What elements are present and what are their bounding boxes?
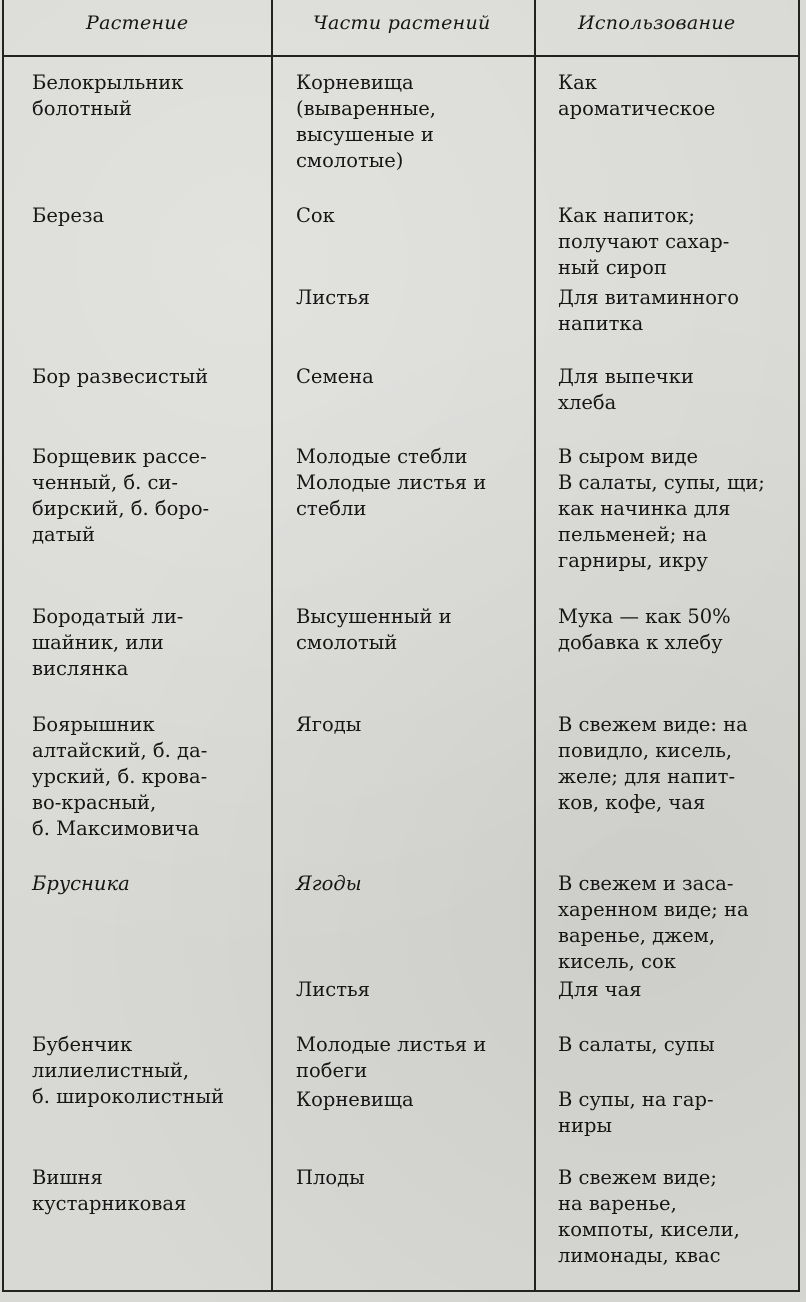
part-cell: Ягоды — [296, 872, 362, 895]
use-cell: В свежем и заса- харенном виде; на варенье, джем, кисель, сок — [558, 872, 749, 973]
use-cell: В супы, на гар- ниры — [558, 1088, 714, 1137]
part-cell: Плоды — [296, 1166, 365, 1189]
header-parts: Части растений — [313, 12, 491, 34]
use-cell: В сыром виде В салаты, супы, щи; как начинка для пельменей; на гарниры, икру — [558, 445, 765, 572]
use-cell: Для витаминного напитка — [558, 286, 739, 335]
part-cell: Семена — [296, 365, 374, 388]
plant-cell: Белокрыльник болотный — [32, 71, 184, 120]
plant-cell: Бор развесистый — [32, 365, 209, 388]
part-cell: Ягоды — [296, 713, 362, 736]
part-cell: Высушенный и смолотый — [296, 605, 452, 654]
header-use: Использование — [578, 12, 736, 34]
part-cell: Молодые стебли Молодые листья и стебли — [296, 445, 487, 520]
part-cell: Листья — [296, 978, 370, 1001]
part-cell: Сок — [296, 204, 335, 227]
use-cell: Мука — как 50% добавка к хлебу — [558, 605, 731, 654]
part-cell: Корневища — [296, 1088, 414, 1111]
plant-cell: Боярышник алтайский, б. да- урский, б. крова- во-красный, б. Максимовича — [32, 713, 208, 840]
plant-cell: Береза — [32, 204, 105, 227]
part-cell: Листья — [296, 286, 370, 309]
plant-cell: Борщевик рассе- ченный, б. си- бирский, б. боро- датый — [32, 445, 210, 546]
header-plant: Растение — [86, 12, 189, 34]
use-cell: В свежем виде: на повидло, кисель, желе; для напит- ков, кофе, чая — [558, 713, 748, 814]
use-cell: Для чая — [558, 978, 642, 1001]
use-cell: Для выпечки хлеба — [558, 365, 694, 414]
use-cell: В свежем виде; на варенье, компоты, кисели, лимонады, квас — [558, 1166, 740, 1267]
header-divider — [2, 55, 800, 57]
plant-cell: Брусника — [32, 872, 130, 895]
column-divider — [534, 0, 536, 1292]
plant-cell: Бубенчик лилиелистный, б. широколистный — [32, 1033, 225, 1108]
part-cell: Молодые листья и побеги — [296, 1033, 487, 1082]
use-cell: Как напиток; получают сахар- ный сироп — [558, 204, 730, 279]
plant-cell: Вишня кустарниковая — [32, 1166, 187, 1215]
plant-cell: Бородатый ли- шайник, или вислянка — [32, 605, 184, 680]
column-divider — [271, 0, 273, 1292]
use-cell: В салаты, супы — [558, 1033, 715, 1056]
use-cell: Как ароматическое — [558, 71, 716, 120]
part-cell: Корневища (вываренные, высушеные и смолотые) — [296, 71, 436, 172]
